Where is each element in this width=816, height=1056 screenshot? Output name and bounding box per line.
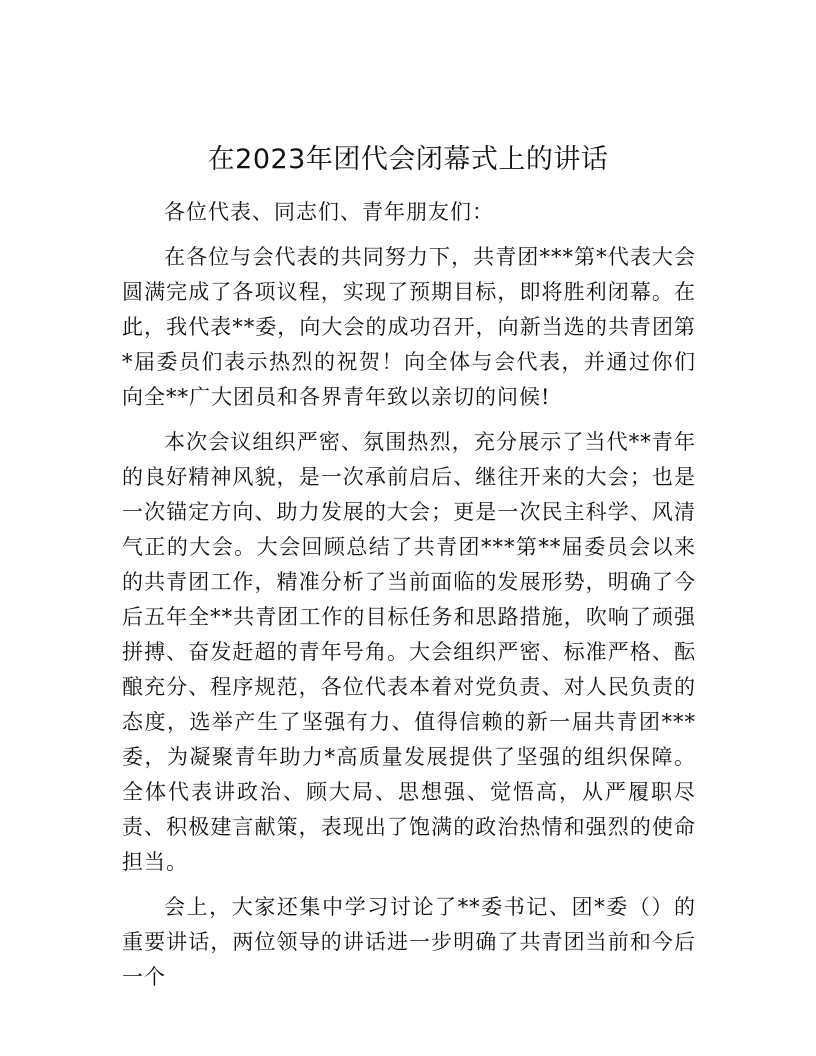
- body-paragraph: 会上，大家还集中学习讨论了**委书记、团*委（）的重要讲话，两位领导的讲话进一步明确了共青团当前和今后一个: [122, 895, 696, 989]
- salutation-paragraph: 各位代表、同志们、青年朋友们：: [164, 200, 494, 224]
- document-title: 在2023年团代会闭幕式上的讲话: [207, 144, 609, 175]
- body-paragraph: 本次会议组织严密、氛围热烈，充分展示了当代**青年的良好精神风貌，是一次承前启后、继往开来的大会；也是一次锚定方向、助力发展的大会；更是一次民主科学、风清气正的大会。大会回顾总结了共青团***第**届委员会以来的共青团工作，精准分析了当前面临的发展形势，明确了今后五年全**共青团工作的目标任务和思路措施，吹响了顽强拼搏、奋发赶超的青年号角。大会组织严密、标准严格、酝酿充分、程序规范，各位代表本着对党负责、对人民负责的态度，选举产生了坚强有力、值得信赖的新一届共青团***委，为凝聚青年助力*高质量发展提供了坚强的组织保障。全体代表讲政治、顾大局、思想强、觉悟高，从严履职尽责、积极建言献策，表现出了饱满的政治热情和强烈的使命担当。: [122, 430, 696, 874]
- body-paragraph: 在各位与会代表的共同努力下，共青团***第*代表大会圆满完成了各项议程，实现了预期目标，即将胜利闭幕。在此，我代表**委，向大会的成功召开，向新当选的共青团第*届委员们表示热烈的祝贺！向全体与会代表，并通过你们向全**广大团员和各界青年致以亲切的问候!: [122, 245, 696, 409]
- document-body: [122, 195, 696, 1005]
